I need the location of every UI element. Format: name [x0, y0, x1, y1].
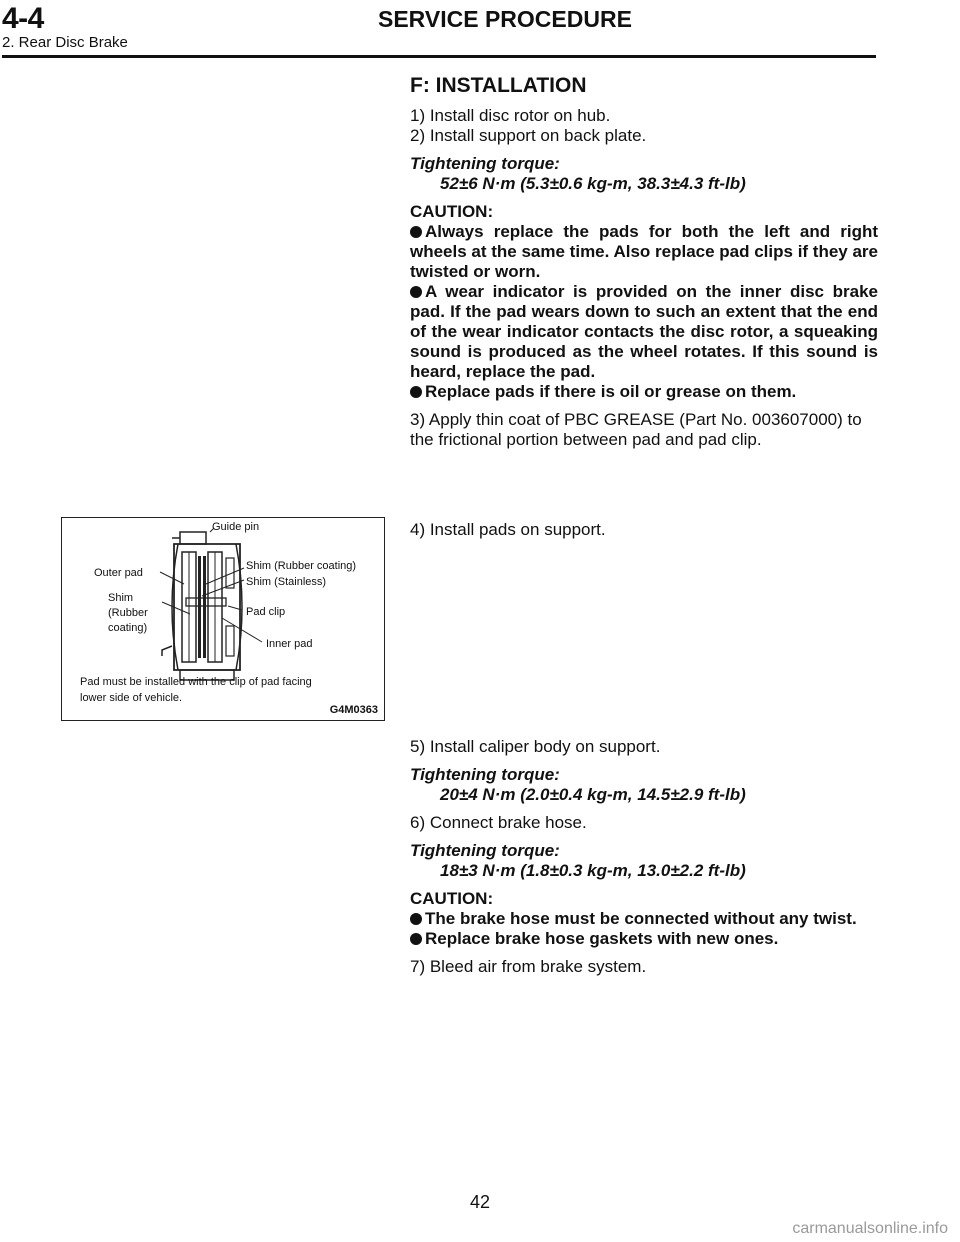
bullet-icon	[410, 286, 422, 298]
label-note-line2: lower side of vehicle.	[80, 692, 183, 704]
installation-step4	[410, 520, 878, 540]
label-shim-left-1: Shim	[108, 592, 134, 604]
step-6: 6) Connect brake hose.	[410, 813, 587, 832]
torque-label-2: Tightening torque:	[410, 765, 560, 784]
pad-installation-figure	[61, 517, 385, 721]
caution-item: Always replace the pads for both the left and right wheels at the same time. Also replace pad clips if they are twisted or worn.	[410, 222, 878, 281]
label-pad-clip: Pad clip	[246, 606, 286, 618]
step-7: 7) Bleed air from brake system.	[410, 957, 647, 976]
label-inner-pad: Inner pad	[266, 638, 313, 650]
caution-heading-2: CAUTION:	[410, 889, 494, 908]
bullet-icon	[410, 933, 422, 945]
section-subtitle: 2. Rear Disc Brake	[2, 34, 128, 51]
torque-value-3: 18±3 N·m (1.8±0.3 kg-m, 13.0±2.2 ft-lb)	[440, 861, 746, 880]
torque-value-1: 52±6 N·m (5.3±0.6 kg-m, 38.3±4.3 ft-lb)	[440, 174, 746, 193]
torque-value-2: 20±4 N·m (2.0±0.4 kg-m, 14.5±2.9 ft-lb)	[440, 785, 746, 804]
figure-id: G4M0363	[329, 704, 378, 716]
bullet-icon	[410, 386, 422, 398]
label-note-line1: Pad must be installed with the clip of pad facing	[80, 676, 312, 688]
caution-item: A wear indicator is provided on the inner disc brake pad. If the pad wears down to such an extent that the end of the wear indicator contacts the disc rotor, a squeaking sound is produced as the wheel rotates. If this sound is heard, replace the pad.	[410, 282, 878, 381]
section-title: SERVICE PROCEDURE	[378, 6, 632, 32]
label-guide-pin: Guide pin	[212, 521, 260, 533]
caution-heading-1: CAUTION:	[410, 202, 494, 221]
page-header	[0, 0, 960, 62]
bullet-icon	[410, 226, 422, 238]
caution-item: Replace brake hose gaskets with new ones.	[410, 929, 878, 949]
installation-upper	[410, 76, 878, 450]
page-number: 42	[469, 1192, 491, 1212]
label-outer-pad: Outer pad	[94, 567, 143, 579]
label-shim-stainless: Shim (Stainless)	[246, 576, 327, 588]
label-shim-left-2: (Rubber	[108, 607, 148, 619]
caution-item: Replace pads if there is oil or grease on them.	[410, 382, 878, 402]
step-1: 1) Install disc rotor on hub.	[410, 106, 611, 125]
step-5: 5) Install caliper body on support.	[410, 737, 661, 756]
installation-lower	[410, 737, 878, 977]
label-shim-rubber-coating: Shim (Rubber coating)	[246, 560, 357, 572]
bullet-icon	[410, 913, 422, 925]
step-4: 4) Install pads on support.	[410, 520, 606, 539]
step-3: 3) Apply thin coat of PBC GREASE (Part No. 003607000) to the frictional portion between pad and pad clip.	[410, 410, 862, 449]
torque-label-1: Tightening torque:	[410, 154, 560, 173]
watermark: carmanualsonline.info	[792, 1220, 948, 1237]
label-shim-left-3: coating)	[108, 622, 148, 634]
header-rule	[2, 55, 876, 58]
caution-item: The brake hose must be connected without any twist.	[410, 909, 878, 929]
section-number: 4-4	[2, 2, 44, 35]
torque-label-3: Tightening torque:	[410, 841, 560, 860]
step-2: 2) Install support on back plate.	[410, 126, 647, 145]
installation-heading: F: INSTALLATION	[410, 74, 587, 97]
